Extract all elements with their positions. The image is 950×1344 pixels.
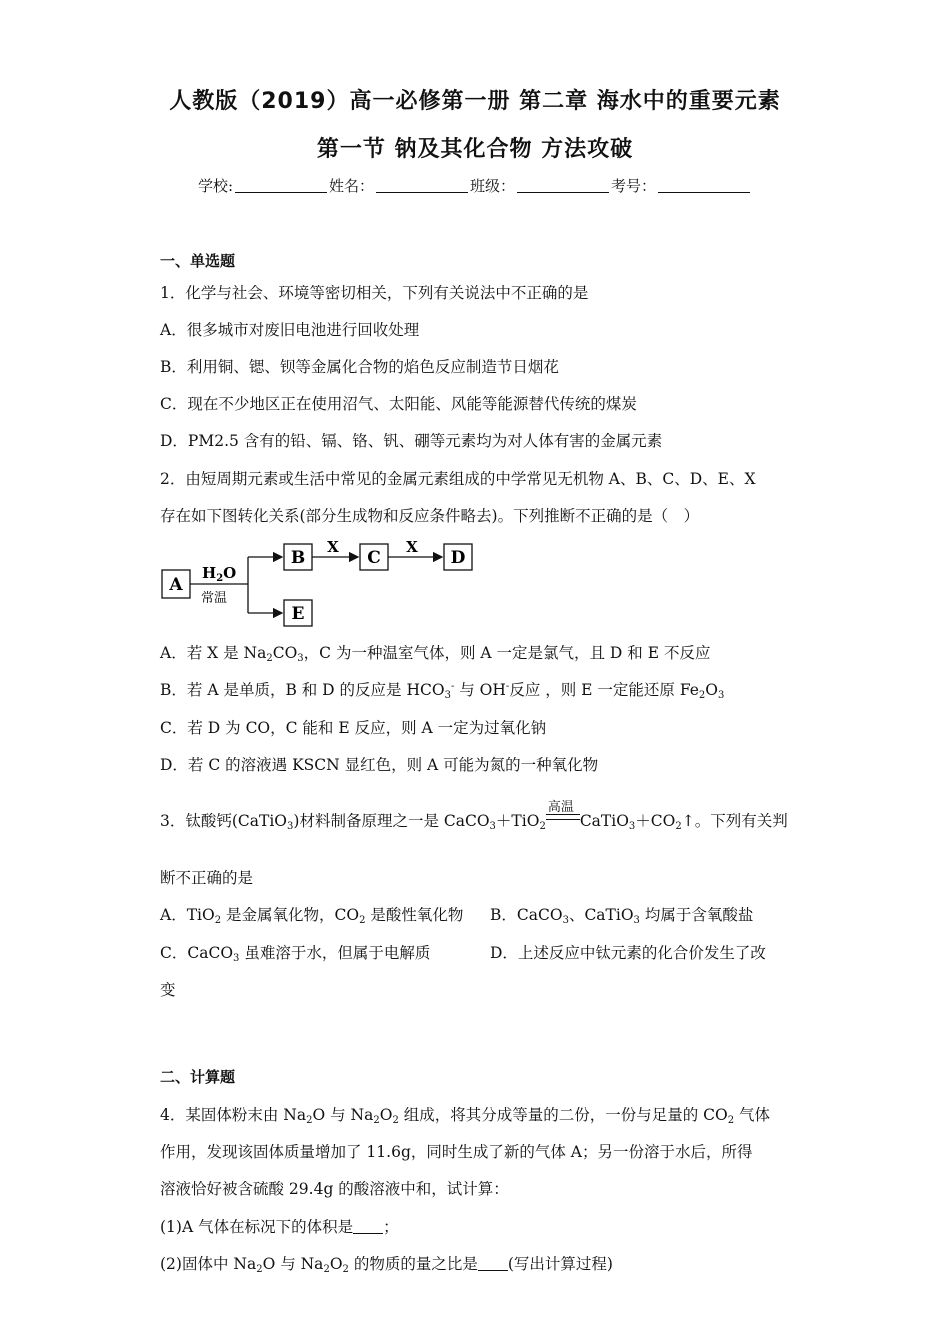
node-b-label: B [290, 548, 306, 568]
reagent-x-1: X [327, 540, 339, 556]
conversion-diagram [160, 540, 490, 634]
high-temp-condition: 高温 [546, 812, 580, 826]
q1-option-a: A．很多城市对废旧电池进行回收处理 [160, 321, 420, 339]
q2-option-c: C．若 D 为 CO，C 能和 E 反应，则 A 一定为过氧化钠 [160, 719, 547, 737]
id-label: 考号： [611, 177, 657, 195]
q4-part-2-blank[interactable] [478, 1258, 508, 1271]
q4-part-2: (2)固体中 $Na_2O$ 与 $Na_2O_2$ 的物质的量之比是 (写出计算过程) [160, 1255, 613, 1275]
q3-option-d: D．上述反应中钛元素的化合价发生了改 [490, 944, 766, 962]
q1-stem: 1．化学与社会、环境等密切相关，下列有关说法中不正确的是 [160, 284, 589, 302]
q3-option-c: C．CaCO$_3$ 虽难溶于水，但属于电解质 [160, 944, 431, 964]
student-info-line [0, 175, 950, 196]
q4-line-2: 作用，发现该固体质量增加了 11.6g，同时生成了新的气体 A；另一份溶于水后，所得 [160, 1143, 753, 1161]
q2-stem-line-1: 2．由短周期元素或生活中常见的金属元素组成的中学常见无机物 A、B、C、D、E、X [160, 470, 756, 488]
q2-option-b: B．若 A 是单质，B 和 D 的反应是 $HCO_3^-$ 与 OH-反应 ，则 E 一定能还原 $Fe_2O_3$ [160, 681, 725, 701]
q2-option-a: A．若 X 是 $Na_2CO_3$，C 为一种温室气体，则 A 一定是氯气，且 D 和 E 不反应 [160, 644, 711, 664]
q4-part-1: (1)A 气体在标况下的体积是 ； [160, 1218, 399, 1236]
conversion-diagram-svg [160, 540, 490, 630]
title-line-2: 第一节 钠及其化合物 方法攻破 [316, 137, 634, 162]
q2-option-d: D．若 C 的溶液遇 KSCN 显红色，则 A 可能为氮的一种氧化物 [160, 756, 599, 774]
q1-option-b: B．利用铜、锶、钡等金属化合物的焰色反应制造节日烟花 [160, 358, 559, 376]
class-blank[interactable] [517, 178, 609, 193]
q3-option-b: B．CaCO$_3$、CaTiO$_3$ 均属于含氧酸盐 [490, 906, 754, 926]
title-line-1: 人教版（2019）高一必修第一册 第二章 海水中的重要元素 [169, 89, 781, 114]
node-c-label: C [367, 548, 381, 568]
q1-option-c: C．现在不少地区正在使用沼气、太阳能、风能等能源替代传统的煤炭 [160, 395, 637, 413]
q3-option-a: A．TiO$_2$ 是金属氧化物，$CO_2$ 是酸性氧化物 [160, 906, 464, 926]
q4-line-3: 溶液恰好被含硫酸 29.4g 的酸溶液中和，试计算： [160, 1180, 509, 1198]
node-e-label: E [291, 604, 305, 624]
node-a-label: A [169, 575, 183, 595]
q3-stem-line-1: 3．钛酸钙(CaTiO$_3$)材料制备原理之一是 CaCO$_3$＋TiO$_2$ 高温 $CaTiO_3+CO_2↑$。下列有关判 [160, 800, 788, 832]
q2-stem-line-2: 存在如下图转化关系(部分生成物和反应条件略去)。下列推断不正确的是（ ） [160, 507, 700, 525]
id-blank[interactable] [658, 178, 750, 193]
name-blank[interactable] [376, 178, 468, 193]
class-label: 班级： [470, 177, 516, 195]
section-heading-calculation: 二、计算题 [160, 1068, 236, 1086]
condition-label: 常温 [201, 591, 228, 606]
name-label: 姓名： [329, 177, 375, 195]
section-heading-single-choice: 一、单选题 [160, 252, 236, 270]
school-blank[interactable] [235, 178, 327, 193]
q4-line-1: 4．某固体粉末由 $Na_2O$ 与 $Na_2O_2$ 组成，将其分成等量的二份，一份与足量的 $CO_2$ 气体 [160, 1106, 771, 1126]
q1-option-d: D．PM2.5 含有的铅、镉、铬、钒、硼等元素均为对人体有害的金属元素 [160, 432, 663, 450]
node-d-label: D [450, 548, 466, 568]
reagent-h2o: $H_2O$ [202, 564, 237, 584]
q3-stem-line-2: 断不正确的是 [160, 869, 254, 887]
q4-part-1-blank[interactable] [353, 1221, 383, 1234]
reagent-x-2: X [406, 540, 418, 556]
q3-option-d-continued: 变 [160, 981, 176, 999]
school-label: 学校: [197, 177, 233, 195]
